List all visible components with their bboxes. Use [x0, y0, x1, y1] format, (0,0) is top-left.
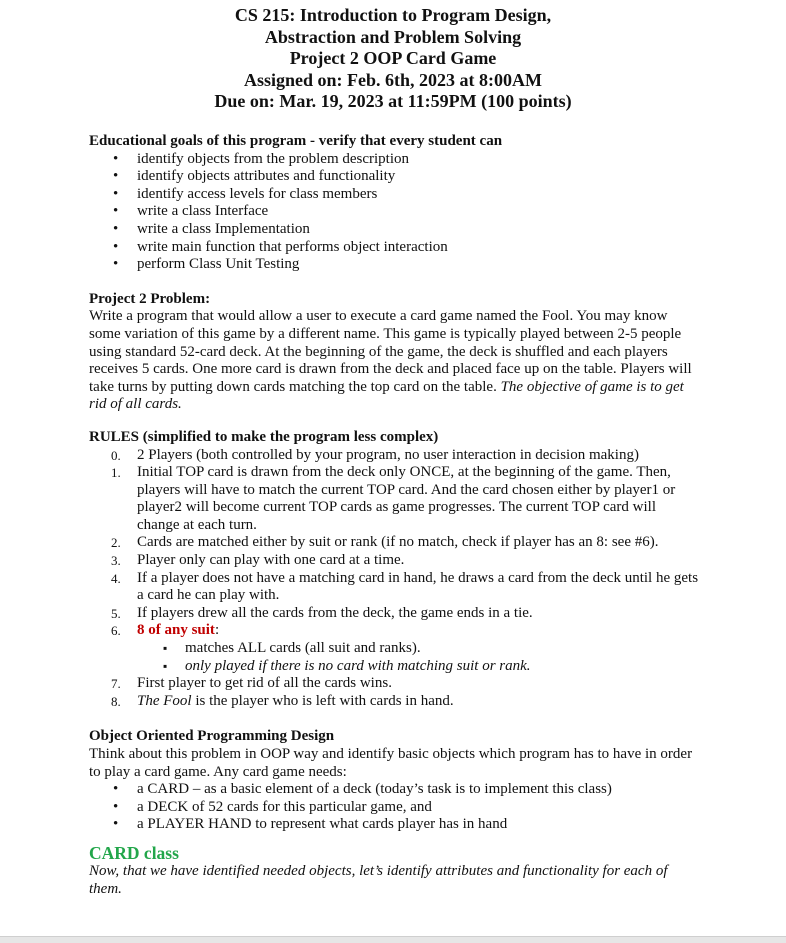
rule-item: [89, 693, 699, 711]
list-item: • a PLAYER HAND to represent what cards player has in hand: [89, 816, 699, 834]
rule-text: 2 Players (both controlled by your program, no user interaction in decision making): [137, 446, 639, 463]
rules-list: [89, 447, 699, 641]
header-line-project: Project 2 OOP Card Game: [289, 48, 497, 69]
rule-item: [89, 534, 699, 552]
rule-item: [89, 552, 699, 570]
rule-number: 7.: [111, 676, 121, 692]
rule-number: 1.: [111, 465, 121, 481]
problem-heading: Project 2 Problem:: [89, 290, 211, 307]
rule-item: [89, 447, 699, 465]
list-item: • identify objects attributes and functionality: [89, 168, 699, 186]
header-line-assigned: Assigned on: Feb. 6th, 2023 at 8:00AM: [243, 69, 542, 90]
list-item: • identify access levels for class members: [89, 186, 699, 204]
rule-item-eight: [89, 622, 699, 640]
rule-text: Initial TOP card is drawn from the deck only ONCE, at the beginning of the game. Then, players will have to match the current TOP card. And the card chosen either by player1 or player2 will become current TOP cards as game progresses. The current TOP card will change at each turn.: [137, 464, 676, 533]
list-item: • perform Class Unit Testing: [89, 256, 699, 274]
list-item: • a DECK of 52 cards for this particular game, and: [89, 799, 699, 817]
header-line-course: CS 215: Introduction to Program Design,: [234, 5, 552, 25]
rule-number: 8.: [111, 693, 121, 709]
header-line-subtitle: Abstraction and Problem Solving: [264, 26, 522, 47]
rule-item: [89, 464, 699, 534]
list-item: • write a class Interface: [89, 203, 699, 221]
rule-item: [89, 605, 699, 623]
rule-number: 5.: [111, 605, 121, 621]
oop-paragraph: Think about this problem in OOP way and identify basic objects which program has to have in order to play a card game. Any card game needs:: [89, 746, 693, 780]
rule-eight-sublist: [89, 640, 699, 675]
list-item: • a CARD – as a basic element of a deck (today’s task is to implement this class): [89, 781, 699, 799]
document-header: [0, 5, 786, 113]
list-item: • write a class Implementation: [89, 221, 699, 239]
rule-text: First player to get rid of all the cards wins.: [137, 675, 392, 692]
document-body: [89, 133, 699, 898]
rule-text: If a player does not have a matching card in hand, he draws a card from the deck until he gets a card he can play with.: [137, 569, 699, 604]
rule-text: If players drew all the cards from the deck, the game ends in a tie.: [137, 604, 533, 621]
header-line-due: Due on: Mar. 19, 2023 at 11:59PM (100 points): [214, 91, 572, 112]
card-class-heading: CARD class: [89, 842, 179, 863]
rule-text: Cards are matched either by suit or rank (if no match, check if player has an 8: see #6).: [137, 534, 659, 551]
rule-item: [89, 675, 699, 693]
rule-number: 0.: [111, 447, 121, 463]
rules-heading: RULES (simplified to make the program less complex): [89, 428, 439, 445]
list-item: ▪ only played if there is no card with matching suit or rank.: [89, 658, 699, 676]
rule-eight-label: 8 of any suit: [137, 622, 215, 639]
rule-number: 6.: [111, 623, 121, 639]
rule-fool-term: The Fool: [137, 692, 192, 709]
goals-heading: Educational goals of this program - verify that every student can: [89, 133, 503, 149]
list-item: • write main function that performs object interaction: [89, 239, 699, 257]
oop-list: [89, 781, 699, 834]
rules-list-continued: [89, 675, 699, 710]
oop-heading: Object Oriented Programming Design: [89, 728, 335, 745]
rule-number: 3.: [111, 553, 121, 569]
problem-objective: The objective of game is to get rid of all cards.: [89, 378, 684, 413]
list-item: ▪ matches ALL cards (all suit and ranks).: [89, 640, 699, 658]
list-item: • identify objects from the problem description: [89, 151, 699, 169]
rule-number: 2.: [111, 535, 121, 551]
rule-eight-colon: :: [214, 622, 220, 639]
card-class-paragraph: Now, that we have identified needed objects, let’s identify attributes and functionality for each of them.: [89, 862, 668, 897]
rule-item: [89, 570, 699, 605]
rule-number: 4.: [111, 570, 121, 586]
problem-text: Write a program that would allow a user to execute a card game named the Fool. You may know some variation of this game by a different name. This game is typically played between 2-5 people using standard 52-card deck. At the beginning of the game, the deck is shuffled and each players receives 5 cards. One more card is drawn from the deck and placed face up on the table. Players will take turns by putting down cards matching the top card on the table.: [89, 308, 692, 395]
rule-text: Player only can play with one card at a time.: [137, 552, 405, 569]
goals-list: [89, 151, 699, 274]
rule-text: is the player who is left with cards in hand.: [191, 692, 454, 709]
problem-paragraph: [89, 308, 699, 414]
